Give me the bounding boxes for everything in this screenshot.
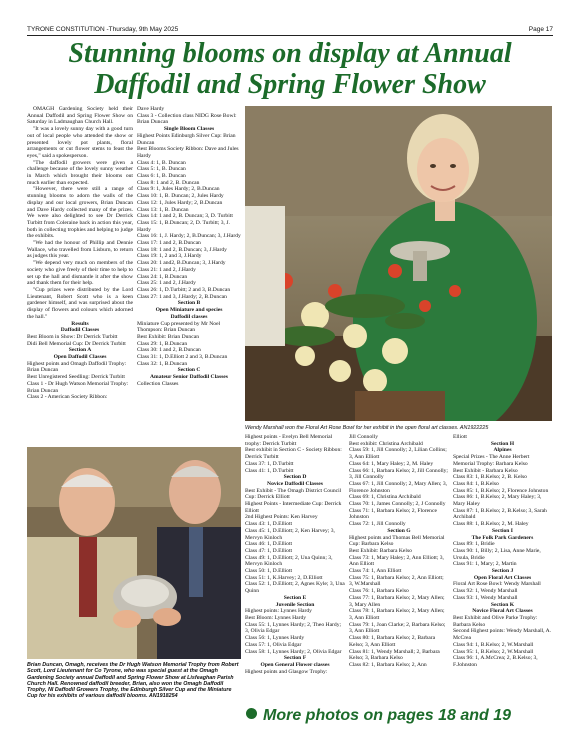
result-line: Class 78: 1, Barbara Kelso; 2, Mary Allen; 3, Ann Elliott [349,608,445,621]
result-line: Class 82: 1, Barbara Kelso; 2, Ann [349,661,427,668]
result-line: "We had the honour of Phillip and Dennie Wallace, who travelled from Lisburn, to return as judges this year. [27,240,133,260]
section-heading: Daffodil Classes [60,327,100,334]
result-line: Class 95: 1, B.Kelso; 2, W.Marshall [453,648,534,655]
result-line: Best exhibit: Christina Archibald [349,440,423,447]
result-line: Class 21: 1 and 2, J.Hardy [137,266,196,273]
result-line: Class 71: 1, Barbara Kelso; 2, Florence Johnston [349,507,437,521]
result-line: Class 2 - American Society Ribbon: [27,394,108,401]
result-line: Class 57: 1, Olivia Edgar [245,641,302,648]
result-line: Class 92: 1, Wendy Marshall [453,588,518,595]
result-line: Class 1 - Dr Hugh Watson Memorial Trophy: Brian Duncan [27,380,129,394]
results-column-2 [137,106,241,446]
section-heading: Section H [490,440,515,447]
result-line: Class 47: 1, D.Elliott [245,547,293,554]
bullet-icon [246,708,257,719]
result-line: Floral Art Rose Bowl: Wendy Marshall [453,581,541,588]
result-line: Class 13: 1, B. Duncan [137,206,189,213]
header-rule [27,35,553,36]
result-line: Class 56: 1, Lynnes Hardy [245,635,305,642]
section-heading: Section I [492,527,513,534]
result-line: Class 31: 1, D.Elliott 2 and 3, B.Duncan [137,354,228,361]
result-line: Class 88: 1, B.Kelso; 2, M. Haley [453,521,529,528]
result-line: Class 51: 1, K.Harvey; 2, D.Elliott [245,574,323,581]
result-line: Class 70: 1, James Connolly; 2, J Connolly [349,501,446,508]
result-line: Highest points and Omagh Daffodil Trophy: Brian Duncan [27,360,127,374]
result-line: Class 89: 1, Bridie [453,541,495,548]
section-heading: Section B [177,300,201,307]
result-line: "Cup prizes were distributed by the Lord Lieutenant, Robert Scott who is a keen gardener himself, and was surprised about the display of flowers and colours which adorned the hall." [27,286,133,320]
result-line: Best Exhibit: Barbara Kelso [349,547,412,554]
result-line: Best Bloom in Show: Dr Derrick Turbitt [27,333,118,340]
results-column-4 [349,434,449,704]
result-line: Class 87: 1, B.Kelso; 2, B.Kelso; 3, Sarah Archibald [453,507,547,521]
result-line: Didi Bell Memorial Cup: Dr Derrick Turbitt [27,340,126,347]
section-heading: Section F [283,655,307,662]
result-line: Class 49: 1, D.Elliott; 2, Una Quinn; 3, Mervyn Kinloch [245,554,333,568]
trophy-presentation-photo-image [27,447,241,659]
result-line: Class 25: 1 and 2, J.Hardy [137,280,196,287]
result-line: Class 43: 1, D.Elliott [245,521,293,528]
page-number: Page 17 [528,26,553,33]
result-line: Class 29: 1, B.Duncan [137,340,188,347]
result-line: Class 30: 1 and 2, B.Duncan [137,347,201,354]
result-line: Best Exhibit and Olive Parke Trophy: Barbara Kelso [453,614,538,628]
result-line: "We depend very much on members of the society who give freely of their time to help to set up the hall and dismantle it after the show and thank them for their help. [27,260,133,287]
result-line: Class 90: 1, Billy; 2, Lisa, Anne Marie, Ursula, Bridie [453,547,541,561]
result-line: Class 81: 1, Wendy Marshall; 2, Barbara Kelso; 3, Barbara Kelso [349,648,440,662]
result-line: Class 17: 1 and 2, B.Duncan [137,240,201,247]
result-line: Class 4: 1, B. Duncan [137,159,186,166]
result-line: Highest Points - Intermediate Cup: Derrick Elliott [245,501,342,514]
article-column-1 [27,106,133,446]
result-line: Class 12: 1, Jules Hardy; 2, B.Duncan [137,199,223,206]
result-line: Class 8: 1 and 2, B. Duncan [137,179,200,186]
result-line: Best exhibit in Section C - Society Ribbon: Derrick Turbitt [245,447,342,461]
section-heading: Section A [68,347,92,354]
result-line: Class 20: 1 and2, B.Duncan; 3, J.Hardy [137,260,226,267]
result-line: Class 52: 1, D.Elliott; 2, Agnes Kyle; 3, Una Quinn [245,581,345,595]
result-line: Class 79: 1, Joan Clarke; 2, Barbara Kelso; 3, Ann Elliott [349,621,446,635]
floral-art-caption: Wendy Marshall won the Floral Art Rose Bowl for her exhibit in the open floral art classes. AN1922225 [245,425,489,431]
result-line: Class 66: 1, Barbara Kelso; 2, Jill Connolly; 3, Jill Connolly [349,467,448,481]
result-line: Class 14: 1 and 2, B. Duncan; 3, D. Turbitt [137,213,233,220]
result-line: 2nd Highest Points: Ken Harvey [245,514,318,521]
result-line: Class 10: 1, B. Duncan; 2, Jules Hardy [137,193,224,200]
publication-date: TYRONE CONSTITUTION -Thursday, 9th May 2025 [27,26,179,33]
section-heading: Novice Floral Art Classes [472,608,533,615]
result-line: Second Highest points: Wendy Marshall, A. McCrea [453,628,552,642]
result-line: Highest points and Thomas Bell Memorial Cup: Barbara Kelso [349,534,445,548]
result-line: Class 32: 1, B.Duncan [137,360,188,367]
section-heading: Open Floral Art Classes [473,574,532,581]
result-line: Class 24: 1, B.Duncan [137,273,188,280]
section-heading: Amateur Senior Daffodil Classes [150,374,228,381]
result-line: Best Bloom: Lynnes Hardy [245,614,307,621]
section-heading: Section D [283,474,307,481]
result-line: Class 94: 1, B.Kelso; 2, W.Marshall [453,641,534,648]
section-heading: Section G [387,527,411,534]
result-line: Class 93: 1, Wendy Marshall [453,594,518,601]
section-heading: Novice Daffodil Classes [267,480,323,487]
result-line: Highest points and Glasgow Trophy: [245,668,328,675]
result-line: Best Exhibit - Barbara Kelso [453,467,518,474]
result-line: Best Exhibit - The Omagh District Council Cup: Derrick Elliott [245,487,342,501]
section-heading: Results [71,320,89,327]
result-line: Class 5: 1, B. Duncan [137,166,186,173]
section-heading: Section C [177,367,201,374]
result-line: Elliott [453,434,467,440]
more-photos-text: More photos on pages 18 and 19 [263,707,512,724]
result-line: Miniature Cup presented by Mr Noel Thompson: Brian Duncan [137,320,221,334]
result-line: "However, there were still a range of stunning blooms to adorn the walls of the display and our local growers, Brian Duncan and Dave Hardy collected many of the prizes. We were also delighted to see Dr Derrick Turbitt from Coleraine back in action this year, both in collecting trophies and helping to judge the exhibits. [27,186,133,240]
result-line: Class 55: 1, Lynnes Hardy; 2, Theo Hardy; 3, Olivia Edgar [245,621,342,635]
result-line: Class 50: 1, D.Elliott [245,568,293,575]
result-line: Class 59: 1, Jill Connolly; 2, Lilian Collins; 3, Ann Elliott [349,447,447,461]
section-heading: Juvenile Section [275,601,315,608]
result-line: Class 77: 1, Barbara Kelso; 2, Mary Allen; 3, Mary Allen [349,594,445,608]
section-heading: Open Daffodil Classes [53,354,107,361]
result-line: Class 96: 1, A.McCrea; 2, B.Kelso; 3, F.Johnston [453,655,538,668]
result-line: Highest points: Lynnes Hardy [245,608,312,615]
result-line: Class 41: 1, D.Turbitt [245,467,294,474]
result-line: Class 3 - Collection class NIDG Rose Bowl: Brian Duncan [137,112,237,126]
result-line: Class 6: 1, B. Duncan [137,173,186,180]
headline: Stunning blooms on display at Annual Daffodil and Spring Flower Show [68,38,512,100]
section-heading: Section J [491,568,514,575]
result-line: Special Prizes - The Anne Herbert Memorial Trophy: Barbara Kelso [453,454,530,467]
result-line: Class 26: 1, D.Turbitt; 2 and 3, B.Duncan [137,286,231,293]
result-line: Class 69: 1, Christina Archibald [349,494,421,501]
results-column-3 [245,434,345,704]
section-heading: Section K [490,601,515,608]
trophy-presentation-photo [27,447,241,659]
section-heading: Daffodil classes [170,313,208,320]
floral-art-photo-image [245,106,552,421]
result-line: Class 86: 1, B.Kelso; 2, Mary Haley; 3, Mary Haley [453,494,542,508]
result-line: Highest Points Edinburgh Silver Cup: Brian Duncan [137,132,236,146]
more-photos-banner [246,707,511,725]
result-line: Class 83: 1, B.Kelso; 2, B. Kelso [453,474,527,481]
floral-art-photo [245,106,552,421]
result-line: Best Blooms Society Ribbon: Dave and Jules Hardy [137,146,239,159]
result-line: Class 46: 1, D.Elliott [245,541,293,548]
result-line: Class 15: 1, B.Duncan; 2, D. Turbitt; 3, J. Hardy [137,219,230,233]
result-line: Dave Hardy [137,106,165,112]
result-line: Class 72: 1, Jill Connolly [349,521,406,528]
result-line: Class 80: 1, Barbara Kelso; 2, Barbara Kelso; 3, Ann Elliott [349,635,436,648]
section-heading: Section E [283,594,307,601]
result-line: Jill Connolly [349,434,379,440]
result-line: Class 74: 1, Ann Elliott [349,568,402,575]
result-line: Class 45: 1, D.Elliott; 2, Ken Harvey; 3, Mervyn Kinloch [245,527,335,541]
result-line: Class 18: 1 and 2, B.Duncan; 3, J.Hardy [137,246,227,253]
result-line: Class 27: 1 and 3, J.Hardy; 2, B.Duncan [137,293,227,300]
section-heading: The Folk Park Gardeners [471,534,534,541]
result-line: Class 73: 1, Mary Haley; 2, Ann Elliott; 3, Ann Elliott [349,554,444,568]
result-line: "The daffodil growers were given a challenge because of the lovely sunny weather in March which brought their blooms out much earlier than expected. [27,159,133,186]
section-heading: Single Bloom Classes [163,126,215,133]
result-line: Class 91: 1, Mary; 2, Martin [453,561,517,568]
result-line: Class 37: 1, D.Turbitt [245,460,294,467]
section-heading: Open General Flower classes [260,661,330,668]
section-heading: Alpines [493,447,512,454]
result-line: Class 76: 1, Barbara Kelso [349,588,409,595]
result-line: Class 85: 1, B.Kelso; 2, Florence Johnston [453,487,549,494]
results-column-5 [453,434,552,704]
result-line: Class 84: 1, B.Kelso [453,480,499,487]
result-line: Class 19: 1, 2 and 3, J.Hardy [137,253,202,260]
result-line: Best Unregistered Seedling: Derrick Turbitt [27,374,125,381]
result-line: Class 64: 1, Mary Haley; 2, M. Haley [349,460,434,467]
result-line: Best Exhibit: Brian Duncan [137,333,199,340]
trophy-caption: Brian Duncan, Omagh, receives the Dr Hugh Watson Memorial Trophy from Robert Scott, Lord Lieutenant for Co Tyrone, who was special guest at the Omagh Gardening Society annual Daffodil and Spring Flower Show at Lisfeaghan Parish Church Hall. Renowned daffodil breeder, Brian, also won the Omagh Daffodil Trophy, NI Daffodil Growers Trophy, the Edinburgh Silver Cup and the Miniature Cup for his exhibits of various daffodil blooms. AN1918254 [27,662,239,700]
result-line: Collection Classes [137,380,179,387]
result-line: OMAGH Gardening Society held their Annual Daffodil and Spring Flower Show on Saturday in Ladmaughan Church Hall. [27,106,133,126]
result-line: Class 67: 1, Jill Connolly; 2, Mary Allen; 3, Florence Johnston [349,480,448,494]
result-line: Class 75: 1, Barbara Kelso; 2, Ann Elliott; 3, W.Marshall [349,574,444,588]
result-line: Class 9: 1, Jules Hardy; 2, B.Duncan [137,186,220,193]
result-line: Highest points - Evelyn Bell Memorial trophy: Derrick Turbitt [245,434,333,447]
section-heading: Open Miniature and species [155,307,223,314]
result-line: Class 58: 1, Lynnes Hardy; 2, Olivia Edgar [245,648,342,655]
result-line: "It was a lovely sunny day with a good turn out of local people who attended the show or presented lovely pot plants, floral arrangements or cut flower stems to feast the eyes," said a spokesperson. [27,126,133,159]
result-line: Class 16: 1, J. Hardy; 2, B.Duncan; 3, J.Hardy [137,233,241,240]
